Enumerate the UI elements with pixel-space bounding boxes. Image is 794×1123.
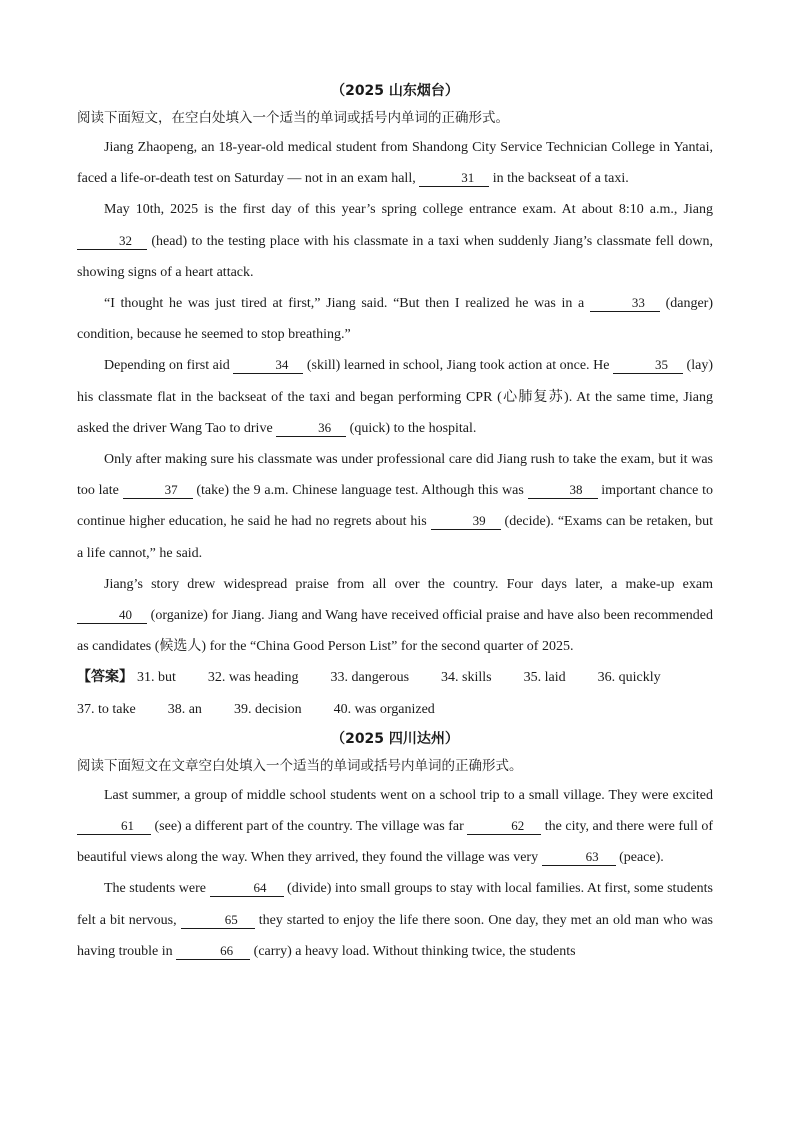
paragraph-text: Jiang’s story drew widespread praise from all over the country. Four days later, a make-up exam	[104, 576, 713, 592]
blank-65: 65	[181, 911, 255, 929]
answer-key	[77, 662, 713, 724]
blank-66: 66	[176, 942, 250, 960]
paragraph-text: (head) to the testing place with his classmate in a taxi when suddenly Jiang’s classmate fell down, showing signs of a heart attack.	[77, 233, 713, 280]
blank-64: 64	[210, 879, 284, 897]
paragraph	[77, 780, 713, 874]
answer-label: 【答案】	[77, 669, 133, 686]
paragraph-text: Jiang Zhaopeng, an 18-year-old medical student from Shandong City Service Technician College in Yantai, faced a life-or-death test on Saturday — not in an exam hall,	[77, 140, 713, 187]
paragraph	[77, 873, 713, 967]
paragraph-text: Only after making sure his classmate was under professional care did Jiang rush to take the exam, but it was too late	[77, 452, 713, 499]
paragraph-text: May 10th, 2025 is the first day of this year’s spring college entrance exam. At about 8:10 a.m., Jiang	[104, 202, 713, 218]
paragraph	[77, 194, 713, 288]
paragraph-text: (organize) for Jiang. Jiang and Wang have received official praise and have also been recommended as candidates (候选人) for the “China Good Person List” for the second quarter of 2025.	[77, 608, 713, 655]
blank-38: 38	[528, 481, 598, 499]
answer-item: 35. laid	[523, 670, 566, 686]
answer-item: 40. was organized	[333, 701, 435, 717]
paragraph-text: (danger) condition, because he seemed to stop breathing.”	[77, 296, 713, 343]
paragraph-text: in the backseat of a taxi.	[489, 171, 629, 187]
paragraph-text: (peace).	[615, 850, 664, 866]
blank-34: 34	[233, 356, 303, 374]
blank-37: 37	[123, 481, 193, 499]
blank-35: 35	[613, 356, 683, 374]
paragraph-text: (take) the 9 a.m. Chinese language test. Although this was	[192, 483, 528, 499]
blank-32: 32	[77, 232, 147, 250]
paragraph	[77, 444, 713, 569]
paragraph-text: (see) a different part of the country. The village was far	[151, 819, 468, 835]
blank-40: 40	[77, 606, 147, 624]
paragraph-text: “I thought he was just tired at first,” Jiang said. “But then I realized he was in a	[104, 296, 590, 312]
paragraph-text: (decide). “Exams can be retaken, but a life cannot,” he said.	[77, 514, 713, 561]
paragraph-text: (carry) a heavy load. Without thinking twice, the students	[250, 943, 576, 959]
section-instruction: 阅读下面短文，在空白处填入一个适当的单词或括号内单词的正确形式。	[77, 110, 509, 126]
answer-item: 39. decision	[233, 701, 302, 717]
paragraph	[77, 132, 713, 194]
blank-62: 62	[467, 817, 541, 835]
paragraph-text: the city, and there were full of beautiful views along the way. When they arrived, they found the village was very	[77, 819, 714, 866]
paragraph-text: Depending on first aid	[104, 358, 234, 374]
paragraph-text: (lay) his classmate flat in the backseat of the taxi and began performing CPR (心肺复苏). At the same time, Jiang asked the driver Wang Tao to drive	[77, 358, 713, 436]
answer-item: 34. skills	[441, 670, 492, 686]
answer-item: 38. an	[167, 701, 202, 717]
paragraph-text: (skill) learned in school, Jiang took action at once. He	[303, 358, 613, 374]
document-content	[77, 79, 713, 967]
paragraph	[77, 288, 713, 350]
blank-36: 36	[276, 419, 346, 437]
blank-33: 33	[590, 294, 660, 312]
paragraph	[77, 569, 713, 663]
paragraph-text: The students were	[104, 881, 210, 897]
paragraph-text: important chance to continue higher education, he said he had no regrets about his	[77, 483, 713, 530]
section-instruction: 阅读下面短文在文章空白处填入一个适当的单词或括号内单词的正确形式。	[77, 757, 523, 774]
answer-item: 32. was heading	[207, 670, 299, 686]
paragraph-text: (divide) into small groups to stay with local families. At first, some students felt a bit nervous,	[77, 881, 713, 928]
paragraph-text: Last summer, a group of middle school students went on a school trip to a small village. They were excited	[104, 787, 713, 803]
section-heading: （2025 山东烟台）	[331, 83, 459, 99]
paragraph	[77, 350, 713, 444]
blank-39: 39	[431, 512, 501, 530]
blank-61: 61	[77, 817, 151, 835]
answer-item: 36. quickly	[597, 670, 661, 686]
answer-item: 33. dangerous	[330, 670, 410, 686]
blank-63: 63	[542, 848, 616, 866]
answer-item: 31. but	[137, 670, 176, 686]
paragraph-text: they started to enjoy the life there soon. One day, they met an old man who was having trouble in	[77, 912, 713, 959]
blank-31: 31	[419, 169, 489, 187]
section-heading: （2025 四川达州）	[331, 730, 459, 747]
paragraph-text: (quick) to the hospital.	[346, 420, 477, 436]
answer-item: 37. to take	[77, 701, 136, 717]
